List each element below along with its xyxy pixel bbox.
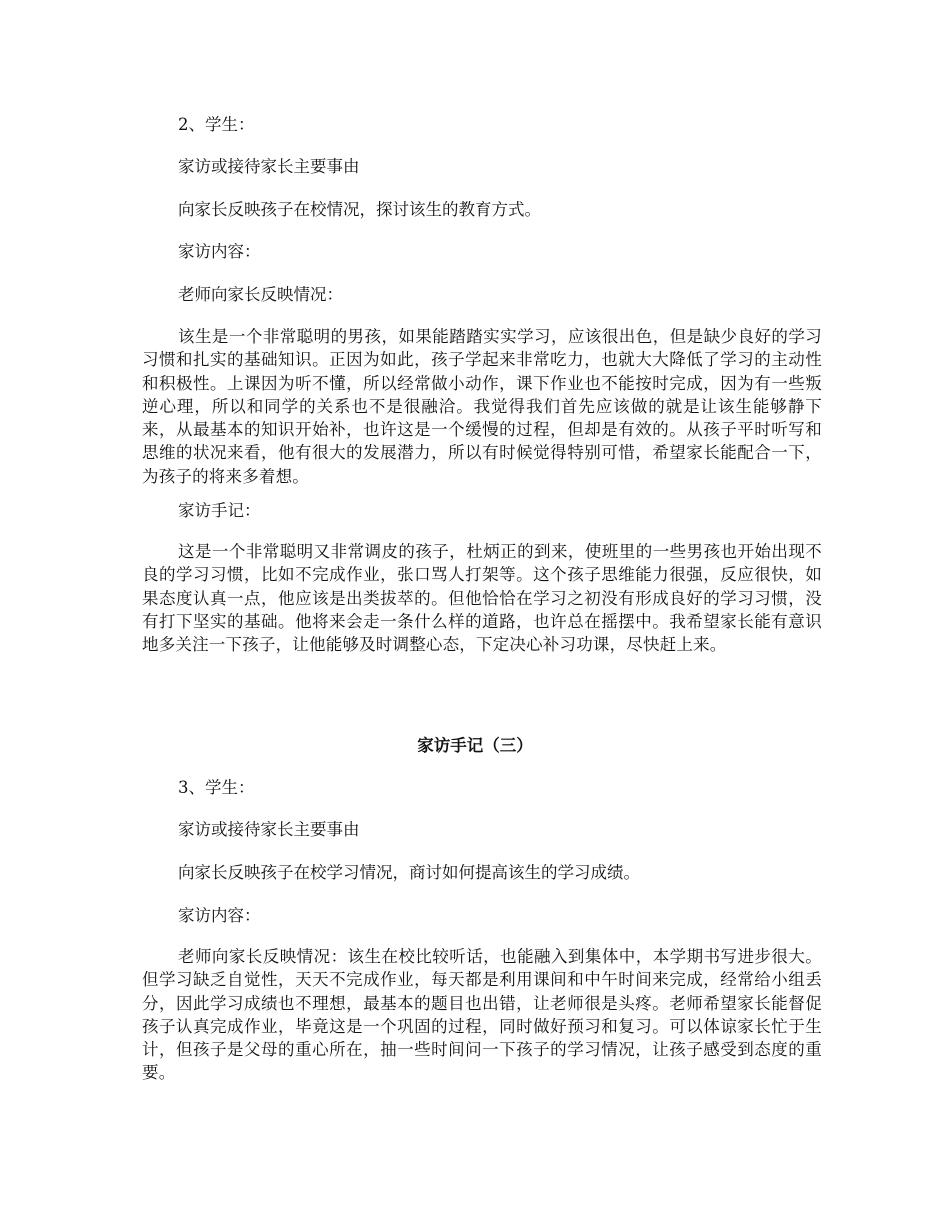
visit-content-label-3: 家访内容： (178, 906, 261, 925)
visit-reason-text-3: 向家长反映孩子在校学习情况，商讨如何提高该生的学习成绩。 (178, 863, 640, 882)
teacher-report-paragraph: 该生是一个非常聪明的男孩，如果能踏踏实实学习，应该很出色，但是缺少良好的学习习惯和扎实的基础知识。正因为如此，孩子学起来非常吃力，也就大大降低了学习的主动性和积极性。上课因为听不懂，所以经常做小动作，课下作业也不能按时完成，因为有一些叛逆心理，所以和同学的关系也不是很融洽。我觉得我们首先应该做的就是让该生能够静下来，从最基本的知识开始补，也许这是一个缓慢的过程，但却是有效的。从孩子平时听写和思维的状况来看，他有很大的发展潜力，所以有时候觉得特别可惜，希望家长能配合一下，为孩子的将来多着想。 (142, 327, 822, 486)
student-2-label: 2、学生： (178, 115, 255, 134)
teacher-report-label: 老师向家长反映情况： (178, 285, 343, 304)
visit-reason-label: 家访或接待家长主要事由 (178, 157, 360, 176)
teacher-report-paragraph-3: 老师向家长反映情况：该生在校比较听话，也能融入到集体中，本学期书写进步很大。但学习缺乏自觉性，天天不完成作业，每天都是利用课间和中午时间来完成，经常给小组丢分，因此学习成绩也不理想，最基本的题目也出错，让老师很是头疼。老师希望家长能督促孩子认真完成作业，毕竟这是一个巩固的过程，同时做好预习和复习。可以体谅家长忙于生计，但孩子是父母的重心所在，抽一些时间问一下孩子的学习情况，让孩子感受到态度的重要。 (142, 947, 822, 1083)
visit-notes-paragraph: 这是一个非常聪明又非常调皮的孩子，杜炳正的到来，使班里的一些男孩也开始出现不良的学习习惯，比如不完成作业，张口骂人打架等。这个孩子思维能力很强，反应很快，如果态度认真一点，他应该是出类拔萃的。但他恰恰在学习之初没有形成良好的学习习惯，没有打下坚实的基础。他将来会走一条什么样的道路，也许总在摇摆中。我希望家长能有意识地多关注一下孩子，让他能够及时调整心态，下定决心补习功课，尽快赶上来。 (142, 542, 822, 655)
visit-reason-text: 向家长反映孩子在校情况，探讨该生的教育方式。 (178, 200, 541, 219)
visit-reason-label-3: 家访或接待家长主要事由 (178, 820, 360, 839)
student-3-label: 3、学生： (178, 778, 255, 797)
visit-content-label: 家访内容： (178, 242, 261, 261)
visit-notes-label: 家访手记： (178, 501, 261, 520)
section-3-heading: 家访手记（三） (417, 736, 533, 755)
